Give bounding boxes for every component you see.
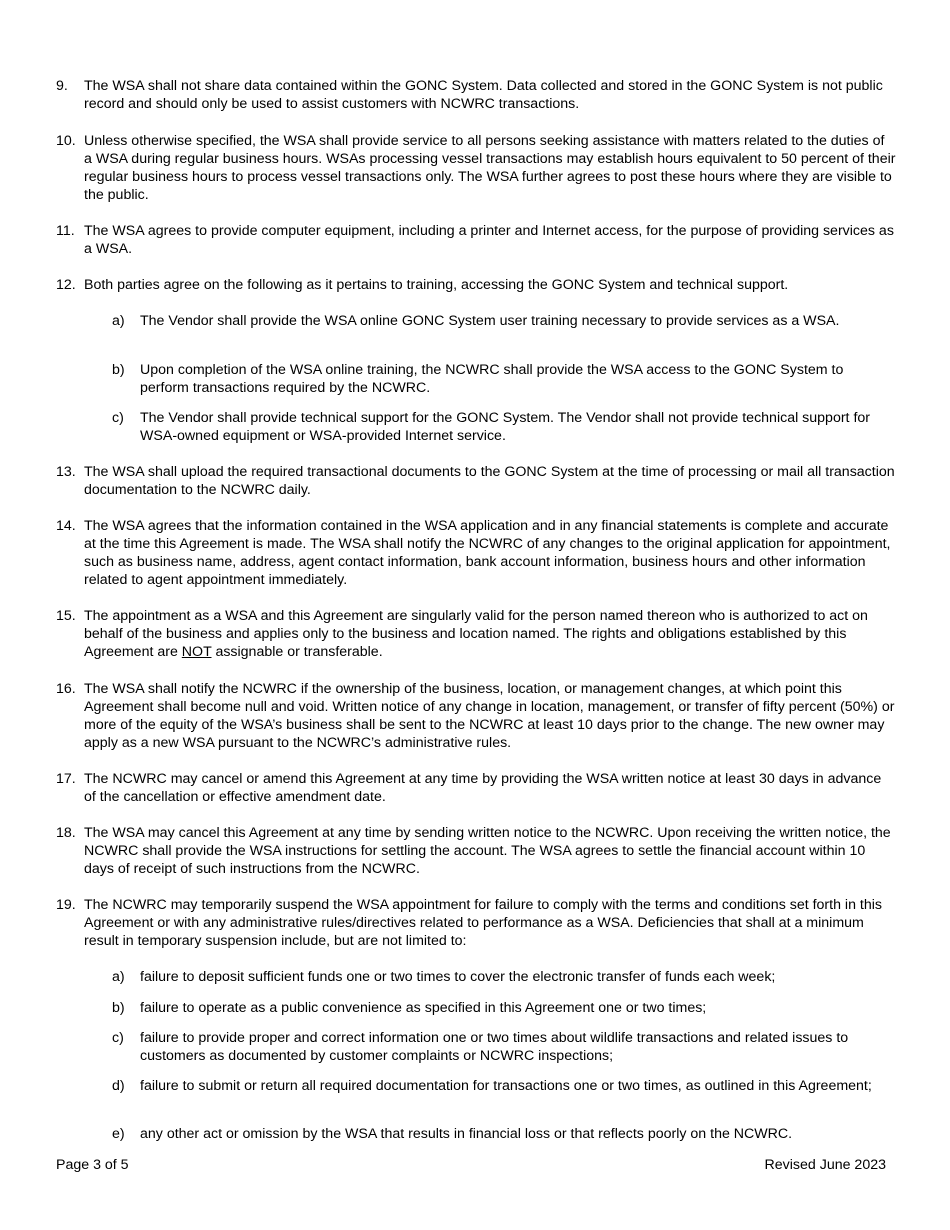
sub-item-text: failure to provide proper and correct information one or two times about wildlife transactions and related issues to customers as documented by customer complaints or NCWRC inspections; [140,1030,849,1064]
list-item-15 [56,607,896,661]
item-number: 10. [56,133,76,149]
sub-item-text: The Vendor shall provide technical support for the GONC System. The Vendor shall not provide technical support for WSA-owned equipment or WSA-provided Internet service. [140,410,870,444]
sub-item-text: failure to deposit sufficient funds one or two times to cover the electronic transfer of funds each week; [140,969,776,985]
list-item-9 [56,77,896,113]
sub-item-letter: d) [112,1078,125,1094]
list-item-14 [56,517,896,589]
sub-item-letter: c) [112,410,124,426]
sub-item-letter: b) [112,1000,125,1016]
sub-item-19a [112,968,896,986]
item-number: 16. [56,681,76,697]
item-text: The WSA shall not share data contained within the GONC System. Data collected and stored in the GONC System is not public record and should only be used to assist customers with NCWRC transactions. [84,78,883,112]
sub-item-text: failure to operate as a public convenience as specified in this Agreement one or two times; [140,1000,707,1016]
underlined-not: NOT [181,644,212,660]
sub-item-19e [112,1125,896,1143]
item-text: The WSA may cancel this Agreement at any time by sending written notice to the NCWRC. Upon receiving the written notice, the NCWRC shall provide the WSA instructions for settling the account. The WSA agrees to settle the financial account within 10 days of receipt of such instructions from the NCWRC. [84,825,891,877]
item-text-part: The appointment as a WSA and this Agreement are singularly valid for the person named thereon who is authorized to act on behalf of the business and applies only to the business and location named. The rights and obligations established by this Agreement are [84,608,868,660]
item-number: 13. [56,464,76,480]
item-text-part: assignable or transferable. [211,644,383,660]
sub-item-text: any other act or omission by the WSA that results in financial loss or that reflects poorly on the NCWRC. [140,1126,793,1142]
list-item-10 [56,132,896,204]
list-item-13 [56,463,896,499]
item-number: 19. [56,897,76,913]
sub-item-12a [112,312,896,330]
item-number: 11. [56,223,75,239]
revision-date: Revised June 2023 [764,1157,886,1173]
item-text: The WSA agrees that the information contained in the WSA application and in any financial statements is complete and accurate at the time this Agreement is made. The WSA shall notify the NCWRC of any changes to the original application for appointment, such as business name, address, agent contact information, bank account information, business hours and other information related to agent appointment immediately. [84,518,891,588]
item-text: The WSA shall upload the required transactional documents to the GONC System at the time of processing or mail all transaction documentation to the NCWRC daily. [84,464,895,498]
sub-item-letter: a) [112,969,125,985]
sub-item-text: failure to submit or return all required documentation for transactions one or two times, as outlined in this Agreement; [140,1078,872,1094]
sub-item-letter: c) [112,1030,124,1046]
list-item-18 [56,824,896,878]
list-item-16 [56,680,896,752]
sub-item-19c [112,1029,896,1065]
list-item-12 [56,276,896,294]
item-number: 15. [56,608,76,624]
item-text: The NCWRC may cancel or amend this Agreement at any time by providing the WSA written notice at least 30 days in advance of the cancellation or effective amendment date. [84,771,882,805]
item-number: 14. [56,518,76,534]
item-number: 12. [56,277,76,293]
item-text: The WSA agrees to provide computer equipment, including a printer and Internet access, for the purpose of providing services as a WSA. [84,223,894,257]
sub-item-text: The Vendor shall provide the WSA online GONC System user training necessary to provide services as a WSA. [140,313,840,329]
item-text: Unless otherwise specified, the WSA shall provide service to all persons seeking assistance with matters related to the duties of a WSA during regular business hours. WSAs processing vessel transactions may establish hours equivalent to 50 percent of their regular business hours to process vessel transactions only. The WSA further agrees to post these hours where they are visible to the public. [84,133,896,203]
item-text: The NCWRC may temporarily suspend the WSA appointment for failure to comply with the terms and conditions set forth in this Agreement or with any administrative rules/directives related to performance as a WSA. Deficiencies that shall at a minimum result in temporary suspension include, but are not limited to: [84,897,882,949]
sub-item-19b [112,999,896,1017]
item-text [84,607,896,661]
item-number: 18. [56,825,76,841]
item-number: 9. [56,78,68,94]
sub-item-12c [112,409,896,445]
item-text: Both parties agree on the following as it pertains to training, accessing the GONC System and technical support. [84,277,789,293]
list-item-17 [56,770,896,806]
sub-item-letter: a) [112,313,125,329]
sub-item-12b [112,361,896,397]
list-item-11 [56,222,896,258]
sub-item-text: Upon completion of the WSA online training, the NCWRC shall provide the WSA access to the GONC System to perform transactions required by the NCWRC. [140,362,844,396]
list-item-19 [56,896,896,950]
sub-item-19d [112,1077,896,1095]
item-text: The WSA shall notify the NCWRC if the ownership of the business, location, or management changes, at which point this Agreement shall become null and void. Written notice of any change in location, management, or transfer of fifty percent (50%) or more of the equity of the WSA’s business shall be sent to the NCWRC at least 10 days prior to the change. The new owner may apply as a new WSA pursuant to the NCWRC’s administrative rules. [84,681,895,751]
sub-item-letter: b) [112,362,125,378]
page-number: Page 3 of 5 [56,1157,129,1173]
item-number: 17. [56,771,76,787]
sub-item-letter: e) [112,1126,125,1142]
